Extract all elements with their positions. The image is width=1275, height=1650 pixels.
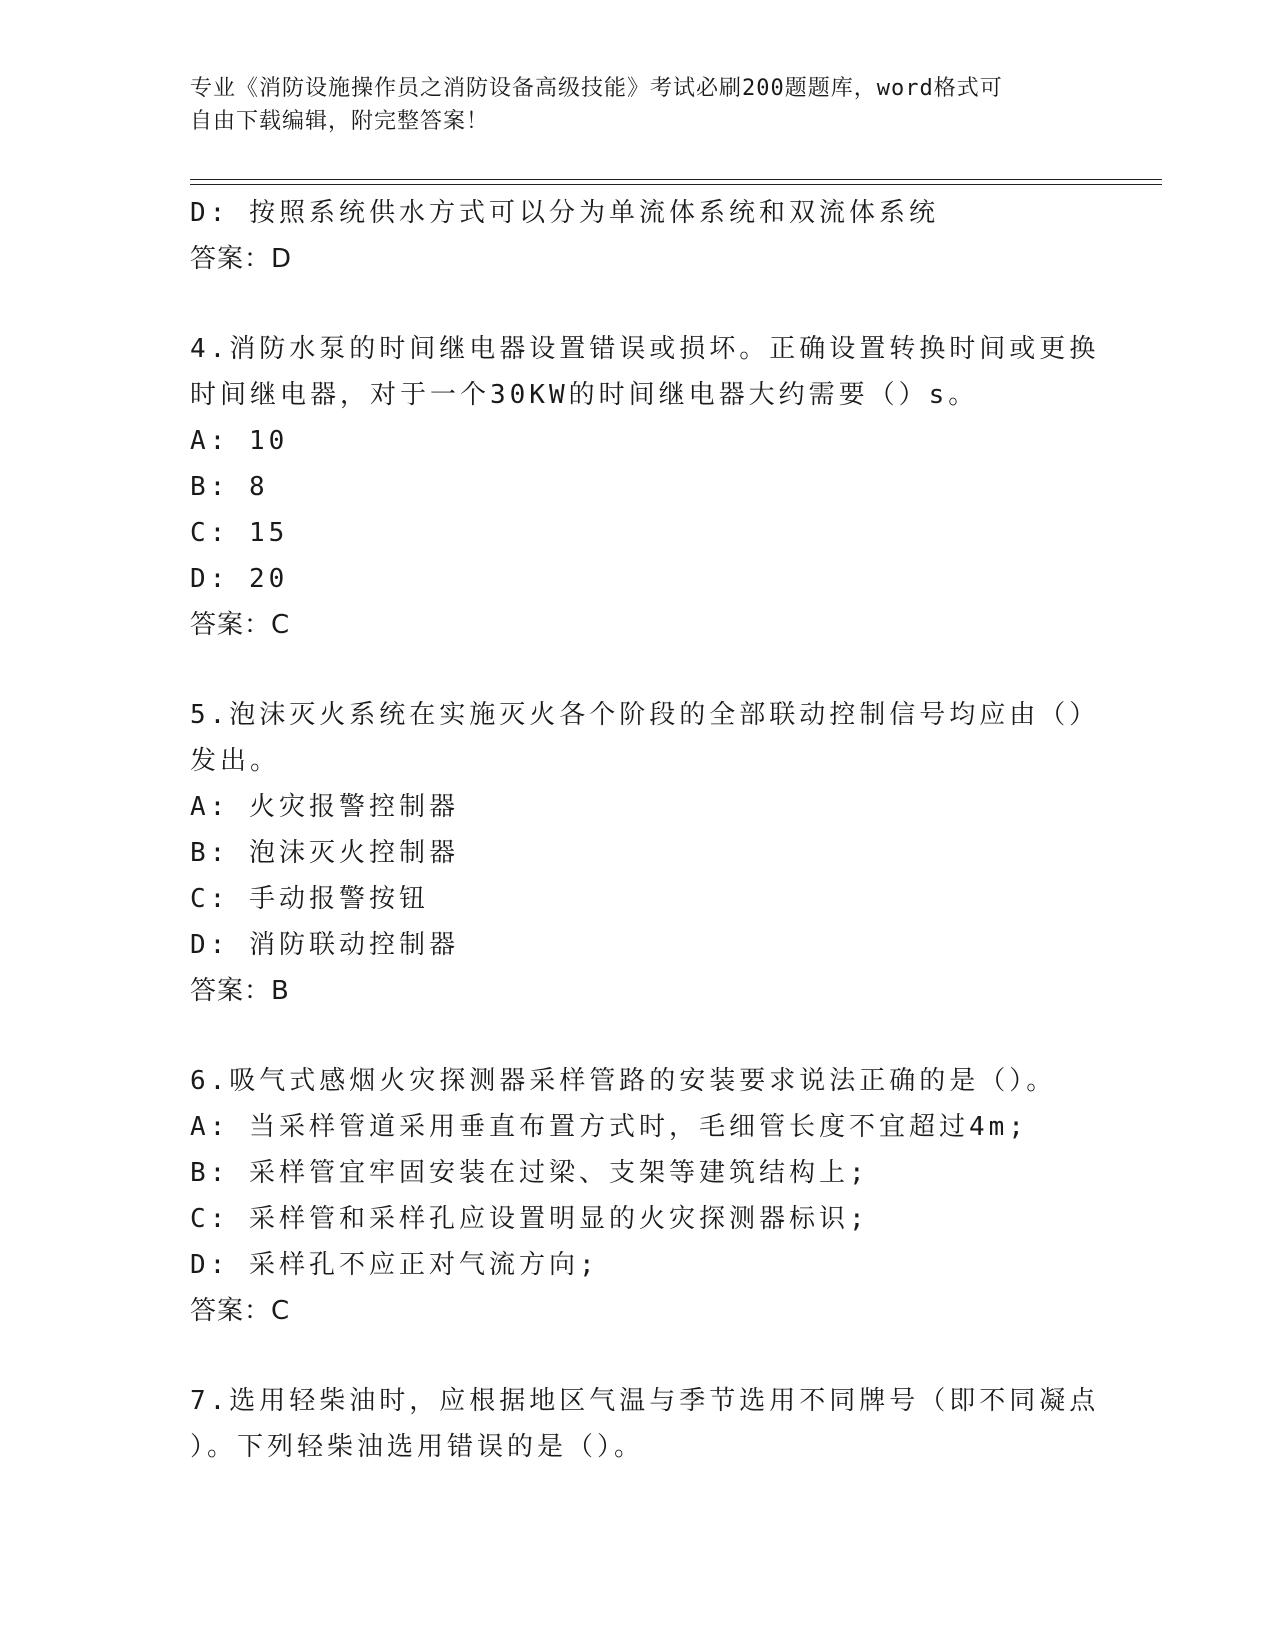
question-6 [190,1058,1090,1334]
question-stem: 4.消防水泵的时间继电器设置错误或损坏。正确设置转换时间或更换 [190,334,1100,364]
answer-line: 答案：C [190,610,291,640]
option-b: B: 采样管宜牢固安装在过梁、支架等建筑结构上; [190,1158,869,1188]
question-stem: 时间继电器，对于一个30KW的时间继电器大约需要（）s。 [190,380,979,410]
header-divider-top [190,179,1162,180]
question-4 [190,326,1100,648]
option-a: A: 当采样管道采用垂直布置方式时，毛细管长度不宜超过4m; [190,1112,1028,1142]
document-body [190,190,1100,1470]
question-stem: 6.吸气式感烟火灾探测器采样管路的安装要求说法正确的是（）。 [190,1066,1057,1096]
question-stem: ）。下列轻柴油选用错误的是（）。 [190,1432,645,1462]
spacer [190,648,1090,692]
option-c: C: 手动报警按钮 [190,884,429,914]
option-c: C: 采样管和采样孔应设置明显的火灾探测器标识; [190,1204,869,1234]
answer-line: 答案：D [190,244,293,274]
option-d: D: 按照系统供水方式可以分为单流体系统和双流体系统 [190,198,939,228]
question-stem: 发出。 [190,746,281,776]
spacer [190,1014,1090,1058]
option-d: D: 20 [190,564,289,594]
option-b: B: 8 [190,472,269,502]
answer-line: 答案：C [190,1296,291,1326]
question-stem: 7.选用轻柴油时，应根据地区气温与季节选用不同牌号（即不同凝点 [190,1386,1100,1416]
option-d: D: 采样孔不应正对气流方向; [190,1250,599,1280]
header-line-2: 自由下载编辑，附完整答案！ [190,109,490,134]
header-line-1: 专业《消防设施操作员之消防设备高级技能》考试必刷200题题库，word格式可 [190,76,1003,101]
document-header [190,72,1070,138]
question-5 [190,692,1100,1014]
option-d: D: 消防联动控制器 [190,930,459,960]
option-a: A: 火灾报警控制器 [190,792,459,822]
question-stem: 5.泡沫灭火系统在实施灭火各个阶段的全部联动控制信号均应由（） [190,700,1100,730]
spacer [190,282,1090,326]
question-7 [190,1378,1100,1470]
header-divider-bottom [190,184,1162,185]
spacer [190,1334,1090,1378]
option-c: C: 15 [190,518,289,548]
option-b: B: 泡沫灭火控制器 [190,838,459,868]
option-a: A: 10 [190,426,289,456]
answer-line: 答案：B [190,976,290,1006]
question-3-tail [190,190,1090,282]
